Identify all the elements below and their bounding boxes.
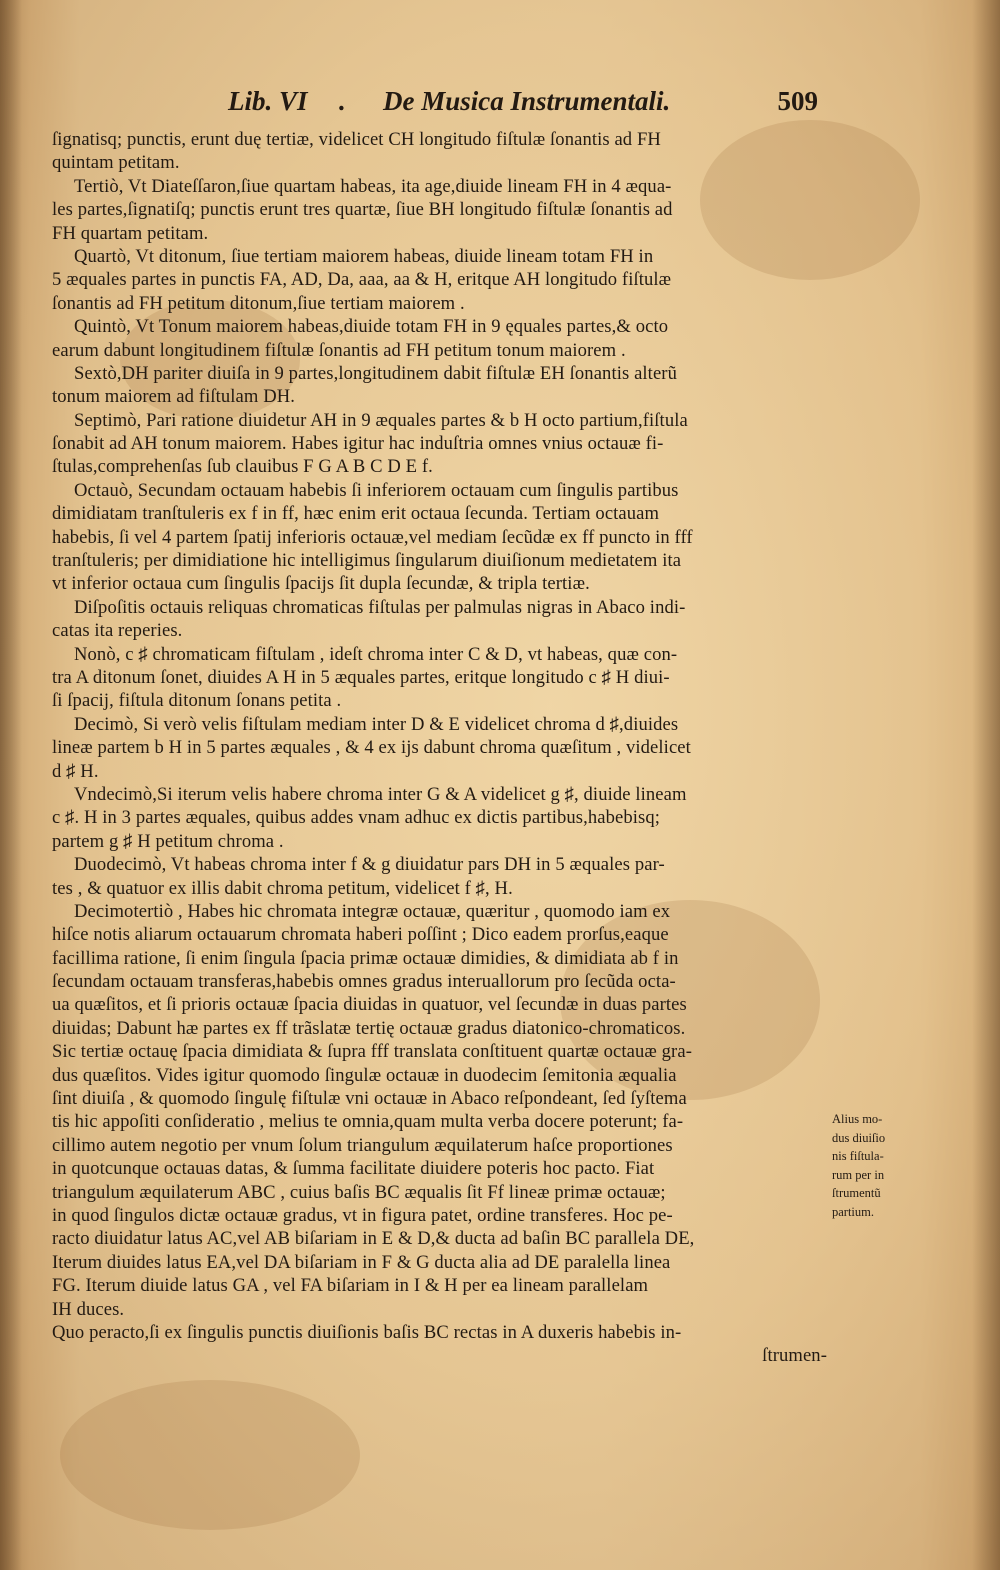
text-line: ſignatisq; punctis, erunt duę tertiæ, videlicet CH longitudo fiſtulæ ſonantis ad FH [52, 129, 661, 150]
text-line: Quintò, Vt Tonum maiorem habeas,diuide totam FH in 9 ęquales partes,& octo [74, 316, 669, 338]
marginal-note-line: dus diuiſio [832, 1130, 886, 1145]
text-line: FG. Iterum diuide latus GA , vel FA biſariam in I & H per ea lineam parallelam [52, 1275, 649, 1297]
text-line: Diſpoſitis octauis reliquas chromaticas fiſtulas per palmulas nigras in Abaco indi- [74, 596, 686, 618]
text-line: tonum maiorem ad fiſtulam DH. [52, 386, 296, 408]
text-line: catas ita reperies. [52, 620, 183, 642]
catchword: ſtrumen- [762, 1345, 827, 1367]
text-line: facillima ratione, ſi enim ſingula ſpacia primæ octauæ dimidies, & dimidiata ab f in [52, 947, 679, 969]
page-gutter-shadow [0, 0, 22, 1570]
text-line: IH duces. [52, 1298, 125, 1320]
text-line: vt inferior octaua cum ſingulis ſpacijs ſit dupla ſecundæ, & tripla tertiæ. [52, 573, 590, 595]
text-line: tis hic appoſiti conſideratio , melius te omnia,quam multa verba docere poterunt; fa- [52, 1111, 684, 1133]
text-line: Quo peracto,ſi ex ſingulis punctis diuiſionis baſis BC rectas in A duxeris habebis in- [52, 1321, 682, 1343]
text-line: lineæ partem b H in 5 partes æquales , & 4 ex ijs dabunt chroma quæſitum , videlicet [52, 737, 691, 759]
text-line: ſonantis ad FH petitum ditonum,ſiue tertiam maiorem . [52, 292, 465, 314]
text-line: Iterum diuides latus EA,vel DA biſariam in F & G ducta alia ad DE paralella linea [52, 1251, 671, 1273]
text-line: racto diuidatur latus AC,vel AB biſariam in E & D,& ducta ad baſin BC parallela DE, [52, 1228, 695, 1250]
text-line: Decimò, Si verò velis fiſtulam mediam inter D & E videlicet chroma d ♯,diuides [74, 713, 679, 735]
text-line: dus quæſitos. Vides igitur quomodo ſingulæ octauæ in duodecim ſemitonia æqualia [52, 1064, 677, 1086]
marginal-note-line: ſtrumentũ [832, 1186, 881, 1200]
text-line: ſtulas,comprehenſas ſub clauibus F G A B C D E f. [52, 456, 433, 478]
text-line: tes , & quatuor ex illis dabit chroma petitum, videlicet f ♯, H. [52, 877, 513, 899]
marginal-note-line: nis fiſtula- [832, 1149, 884, 1163]
text-line: Sic tertiæ octauę ſpacia dimidiata & ſupra fff translata conſtituent quartæ octauæ gra- [52, 1041, 692, 1063]
text-line: Tertiò, Vt Diateſſaron,ſiue quartam habeas, ita age,diuide lineam FH in 4 æqua- [74, 175, 672, 197]
text-line: Nonò, c ♯ chromaticam fiſtulam , ideſt chroma inter C & D, vt habeas, quæ con- [74, 643, 678, 665]
marginal-note-line: partium. [832, 1204, 875, 1219]
text-line: Octauò, Secundam octauam habebis ſi inferiorem octauam cum ſingulis partibus [74, 479, 679, 501]
text-line: in quotcunque octauas datas, & ſumma facilitate diuidere poteris hoc pacto. Fiat [52, 1158, 655, 1180]
text-line: habebis, ſi vel 4 partem ſpatij inferioris octauæ,vel mediam ſecũdæ ex ff puncto in fff [52, 526, 693, 548]
text-line: Duodecimò, Vt habeas chroma inter f & g diuidatur pars DH in 5 æquales par- [74, 854, 665, 876]
marginal-note-line: Alius mo- [832, 1112, 883, 1126]
text-line: cillimo autem negotio per vnum ſolum triangulum æquilaterum haſce proportiones [52, 1134, 673, 1156]
header-book-number: Lib. VI [228, 86, 308, 116]
body-text [52, 128, 827, 1368]
text-line: ſi ſpacij, fiſtula ditonum ſonans petita . [52, 690, 342, 712]
text-line: Decimotertiò , Habes hic chromata integræ octauæ, quæritur , quomodo iam ex [74, 900, 671, 922]
text-line: ſint diuiſa , & quomodo ſingulę fiſtulæ vni octauæ in Abaco reſpondeant, ſed ſyſtema [52, 1088, 687, 1110]
text-line: partem g ♯ H petitum chroma . [52, 830, 284, 852]
text-line: Septimò, Pari ratione diuidetur AH in 9 æquales partes & b H octo partium,fiſtula [74, 409, 688, 431]
text-line: Vndecimò,Si iterum velis habere chroma inter G & A videlicet g ♯, diuide lineam [74, 783, 687, 805]
text-line: quintam petitam. [52, 152, 180, 174]
running-header [228, 86, 818, 126]
marginal-note-line: rum per in [832, 1167, 885, 1182]
text-line: in quod ſingulos dictæ octauæ gradus, vt in figura patet, ordine transferes. Hoc pe- [52, 1204, 673, 1226]
text-line: hiſce notis aliarum octauarum chromata haberi poſſint ; Dico eadem prorſus,eaque [52, 924, 669, 946]
text-line: Quartò, Vt ditonum, ſiue tertiam maiorem habeas, diuide lineam totam FH in [74, 245, 654, 267]
text-line: 5 æquales partes in punctis FA, AD, Da, aaa, aa & H, eritque AH longitudo fiſtulæ [52, 269, 672, 291]
text-line: c ♯. H in 3 partes æquales, quibus addes vnam adhuc ex dictis partibus,habebisq; [52, 807, 661, 829]
marginal-note [832, 1110, 892, 1221]
page-number: 509 [777, 86, 818, 116]
text-line: ua quæſitos, et ſi prioris octauæ ſpacia diuidas in quatuor, vel ſecundæ in duas partes [52, 994, 687, 1016]
text-line: diuidas; Dabunt hæ partes ex ff trãslatæ tertię octauæ gradus diatonico-chromaticos. [52, 1017, 686, 1039]
text-line: dimidiatam tranſtuleris ex f in ff, hæc enim erit octaua ſecunda. Tertiam octauam [52, 503, 660, 525]
text-line: tra A ditonum ſonet, diuides A H in 5 æquales partes, eritque longitudo c ♯ H diui- [52, 666, 670, 688]
page-edge-shadow [972, 0, 1000, 1570]
paper-stain [60, 1380, 360, 1530]
text-line: tranſtuleris; per dimidiatione hic intelligimus ſingularum diuiſionum medietatem ita [52, 550, 682, 572]
text-line: triangulum æquilaterum ABC , cuius baſis BC æqualis ſit Ff lineæ primæ octauæ; [52, 1181, 666, 1203]
text-line: ſecundam octauam transferas,habebis omnes gradus interuallorum pro ſecũda octa- [52, 971, 676, 993]
header-title: De Musica Instrumentali. [383, 86, 671, 116]
header-separator: . [338, 86, 345, 116]
text-line: ſonabit ad AH tonum maiorem. Habes igitur hac induſtria omnes vnius octauæ fi- [52, 433, 664, 455]
text-line: FH quartam petitam. [52, 222, 209, 244]
text-line: les partes,ſignatiſq; punctis erunt tres quartæ, ſiue BH longitudo fiſtulæ ſonantis ad [52, 199, 673, 221]
text-line: d ♯ H. [52, 760, 99, 782]
text-line: earum dabunt longitudinem fiſtulæ ſonantis ad FH petitum tonum maiorem . [52, 339, 626, 361]
text-line: Sextò,DH pariter diuiſa in 9 partes,longitudinem dabit fiſtulæ EH ſonantis alterũ [74, 362, 677, 384]
